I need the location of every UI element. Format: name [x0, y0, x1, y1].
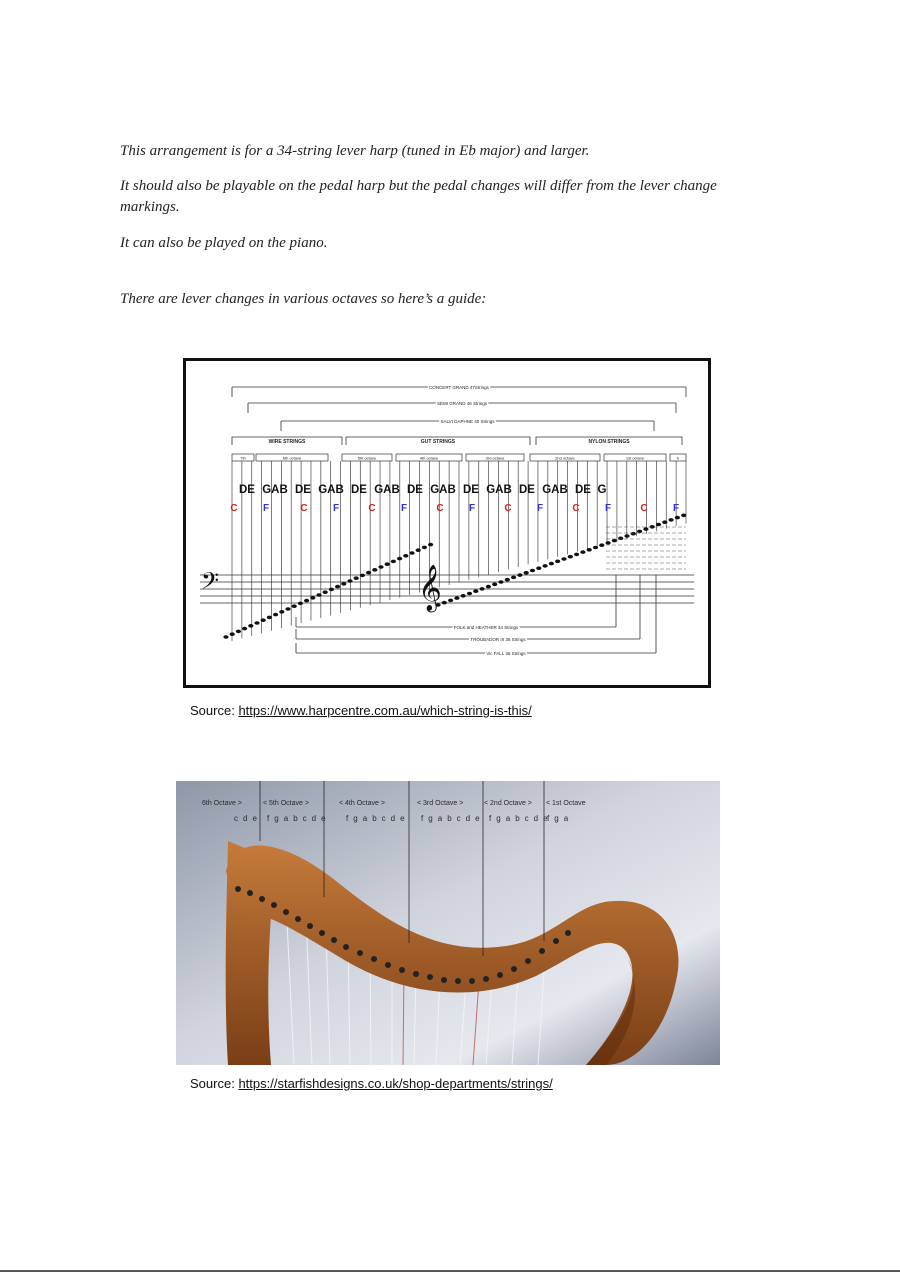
note-head — [461, 594, 466, 598]
note-group-label: GAB — [262, 484, 288, 496]
note-head — [612, 539, 617, 543]
octave-notes-6th: c d e — [234, 814, 259, 823]
c-string-marker: C — [300, 503, 308, 514]
c-string-marker: C — [230, 503, 238, 514]
note-head — [273, 613, 278, 617]
note-head — [505, 578, 510, 582]
note-head — [347, 579, 352, 583]
note-head — [366, 571, 371, 575]
note-head — [442, 601, 447, 605]
note-head — [561, 557, 566, 561]
octave-label-2nd: < 2nd Octave > — [484, 800, 532, 807]
c-string-marker: C — [436, 503, 444, 514]
c-string-marker: C — [368, 503, 376, 514]
note-head — [416, 548, 421, 552]
note-head — [536, 566, 541, 570]
note-head — [230, 632, 235, 636]
f-string-marker: F — [604, 503, 612, 514]
octave-label: 4th octave — [419, 455, 439, 461]
group-label: GUT STRINGS — [420, 439, 456, 445]
note-head — [568, 555, 573, 559]
source-caption-1 — [190, 703, 532, 718]
chart-frame — [200, 387, 694, 653]
harp-photo — [176, 781, 720, 1065]
octave-notes-2nd: f g a b c d e — [489, 814, 550, 823]
note-head — [467, 592, 472, 596]
note-head — [323, 590, 328, 594]
source-link-starfish[interactable]: https://starfishdesigns.co.uk/shop-departments/strings/ — [238, 1076, 553, 1091]
note-head — [624, 534, 629, 538]
note-head — [555, 560, 560, 564]
octave-label: 0 — [676, 455, 680, 461]
note-head — [378, 565, 383, 569]
octave-notes-5th: f g a b c d e — [267, 814, 328, 823]
note-head — [428, 543, 433, 547]
note-head — [681, 514, 686, 518]
octave-label: 6th octave — [282, 455, 302, 461]
paragraph-piano: It can also be played on the piano. — [120, 235, 328, 251]
octave-label: 3rd octave — [485, 455, 505, 461]
note-head — [304, 599, 309, 603]
octave-label-5th: < 5th Octave > — [263, 800, 309, 807]
note-group-label: GAB — [318, 484, 344, 496]
note-head — [669, 518, 674, 522]
note-head — [316, 593, 321, 597]
c-string-marker: C — [572, 503, 580, 514]
octave-label: 1st octave — [625, 455, 645, 461]
note-group-label: DE — [407, 484, 423, 496]
harp-string-chart — [183, 358, 711, 688]
note-head — [310, 596, 315, 600]
note-head — [473, 589, 478, 593]
note-head — [675, 516, 680, 520]
note-head — [448, 599, 453, 603]
note-head — [662, 520, 667, 524]
note-head — [543, 564, 548, 568]
f-string-marker: F — [536, 503, 544, 514]
range-label-bottom: FOLK and HEATHER 34 Strings — [453, 625, 519, 630]
paragraph-harp-size: This arrangement is for a 34-string lever harp (tuned in Eb major) and larger. — [120, 143, 590, 159]
note-head — [403, 554, 408, 558]
octave-notes-4th: f g a b c d e — [346, 814, 407, 823]
note-head — [498, 580, 503, 584]
f-string-marker: F — [672, 503, 680, 514]
note-head — [593, 546, 598, 550]
c-string-marker: C — [504, 503, 512, 514]
note-group-label: DE — [519, 484, 535, 496]
note-head — [254, 621, 259, 625]
note-head — [422, 546, 427, 550]
note-head — [360, 574, 365, 578]
note-head — [354, 576, 359, 580]
octave-label-1st: < 1st Octave — [546, 800, 586, 807]
note-head — [385, 562, 390, 566]
note-group-label: GAB — [430, 484, 456, 496]
f-string-marker: F — [262, 503, 270, 514]
note-head — [637, 530, 642, 534]
note-head — [486, 585, 491, 589]
note-head — [397, 557, 402, 561]
range-label-bottom: Vic FALL 36 Strings — [486, 651, 526, 656]
octave-label-6th: 6th Octave > — [202, 800, 242, 807]
note-head — [285, 607, 290, 611]
range-label-top: CONCERT GRAND 47Strings — [429, 385, 489, 390]
group-label: WIRE STRINGS — [268, 439, 306, 445]
note-head — [574, 553, 579, 557]
note-group-label: GAB — [542, 484, 568, 496]
note-group-label: G — [597, 484, 607, 496]
range-label-top: SALVI DAPHNE 40 Strings — [440, 419, 495, 424]
note-group-label: DE — [351, 484, 367, 496]
octave-label-3rd: < 3rd Octave > — [417, 800, 464, 807]
note-head — [549, 562, 554, 566]
note-head — [248, 624, 253, 628]
note-head — [480, 587, 485, 591]
note-head — [580, 550, 585, 554]
note-head — [517, 573, 522, 577]
note-head — [335, 585, 340, 589]
note-head — [223, 635, 228, 639]
note-head — [242, 627, 247, 631]
source-label: Source: — [190, 703, 235, 718]
note-head — [341, 582, 346, 586]
note-group-label: GAB — [374, 484, 400, 496]
octave-label: 5th octave — [357, 455, 377, 461]
source-link-harpcentre[interactable]: https://www.harpcentre.com.au/which-string-is-this/ — [238, 703, 532, 718]
bass-clef-icon: 𝄢 — [200, 567, 220, 600]
octave-label: 2nd octave — [555, 455, 575, 461]
octave-notes-1st: f g a — [547, 814, 570, 823]
group-label: NYLON STRINGS — [588, 439, 630, 445]
note-group-label: DE — [239, 484, 255, 496]
harp-string-chart-svg — [186, 361, 708, 685]
note-head — [492, 583, 497, 587]
source-label: Source: — [190, 1076, 235, 1091]
treble-clef-icon: 𝄞 — [418, 565, 442, 611]
source-caption-2 — [190, 1076, 553, 1091]
range-label-top: SEMI GRAND 46 Strings — [436, 401, 488, 406]
octave-notes-3rd: f g a b c d e — [421, 814, 482, 823]
note-group-label: GAB — [486, 484, 512, 496]
note-head — [279, 610, 284, 614]
note-head — [292, 604, 297, 608]
note-head — [267, 616, 272, 620]
paragraph-guide-intro: There are lever changes in various octaves so here’s a guide: — [120, 291, 487, 307]
note-head — [511, 576, 516, 580]
note-head — [261, 618, 266, 622]
c-string-marker: C — [640, 503, 648, 514]
paragraph-pedal-harp: It should also be playable on the pedal harp but the pedal changes will differ from the lever change markings. — [120, 178, 717, 215]
note-head — [530, 569, 535, 573]
f-string-marker: F — [332, 503, 340, 514]
note-head — [372, 568, 377, 572]
note-group-label: DE — [463, 484, 479, 496]
note-head — [587, 548, 592, 552]
note-head — [329, 588, 334, 592]
note-head — [618, 537, 623, 541]
harp-photo-illustration — [176, 781, 720, 1065]
range-label-bottom: TROUBADOR III 36 Strings — [470, 637, 526, 642]
note-group-label: DE — [295, 484, 311, 496]
note-group-label: DE — [575, 484, 591, 496]
octave-label-4th: < 4th Octave > — [339, 800, 385, 807]
note-head — [236, 630, 241, 634]
note-head — [298, 602, 303, 606]
note-head — [454, 596, 459, 600]
note-head — [524, 571, 529, 575]
note-head — [631, 532, 636, 536]
note-head — [599, 543, 604, 547]
octave-label: 7th — [240, 455, 246, 461]
f-string-marker: F — [468, 503, 476, 514]
note-head — [409, 551, 414, 555]
note-head — [606, 541, 611, 545]
note-head — [643, 527, 648, 531]
f-string-marker: F — [400, 503, 408, 514]
note-head — [391, 560, 396, 564]
note-head — [656, 523, 661, 527]
